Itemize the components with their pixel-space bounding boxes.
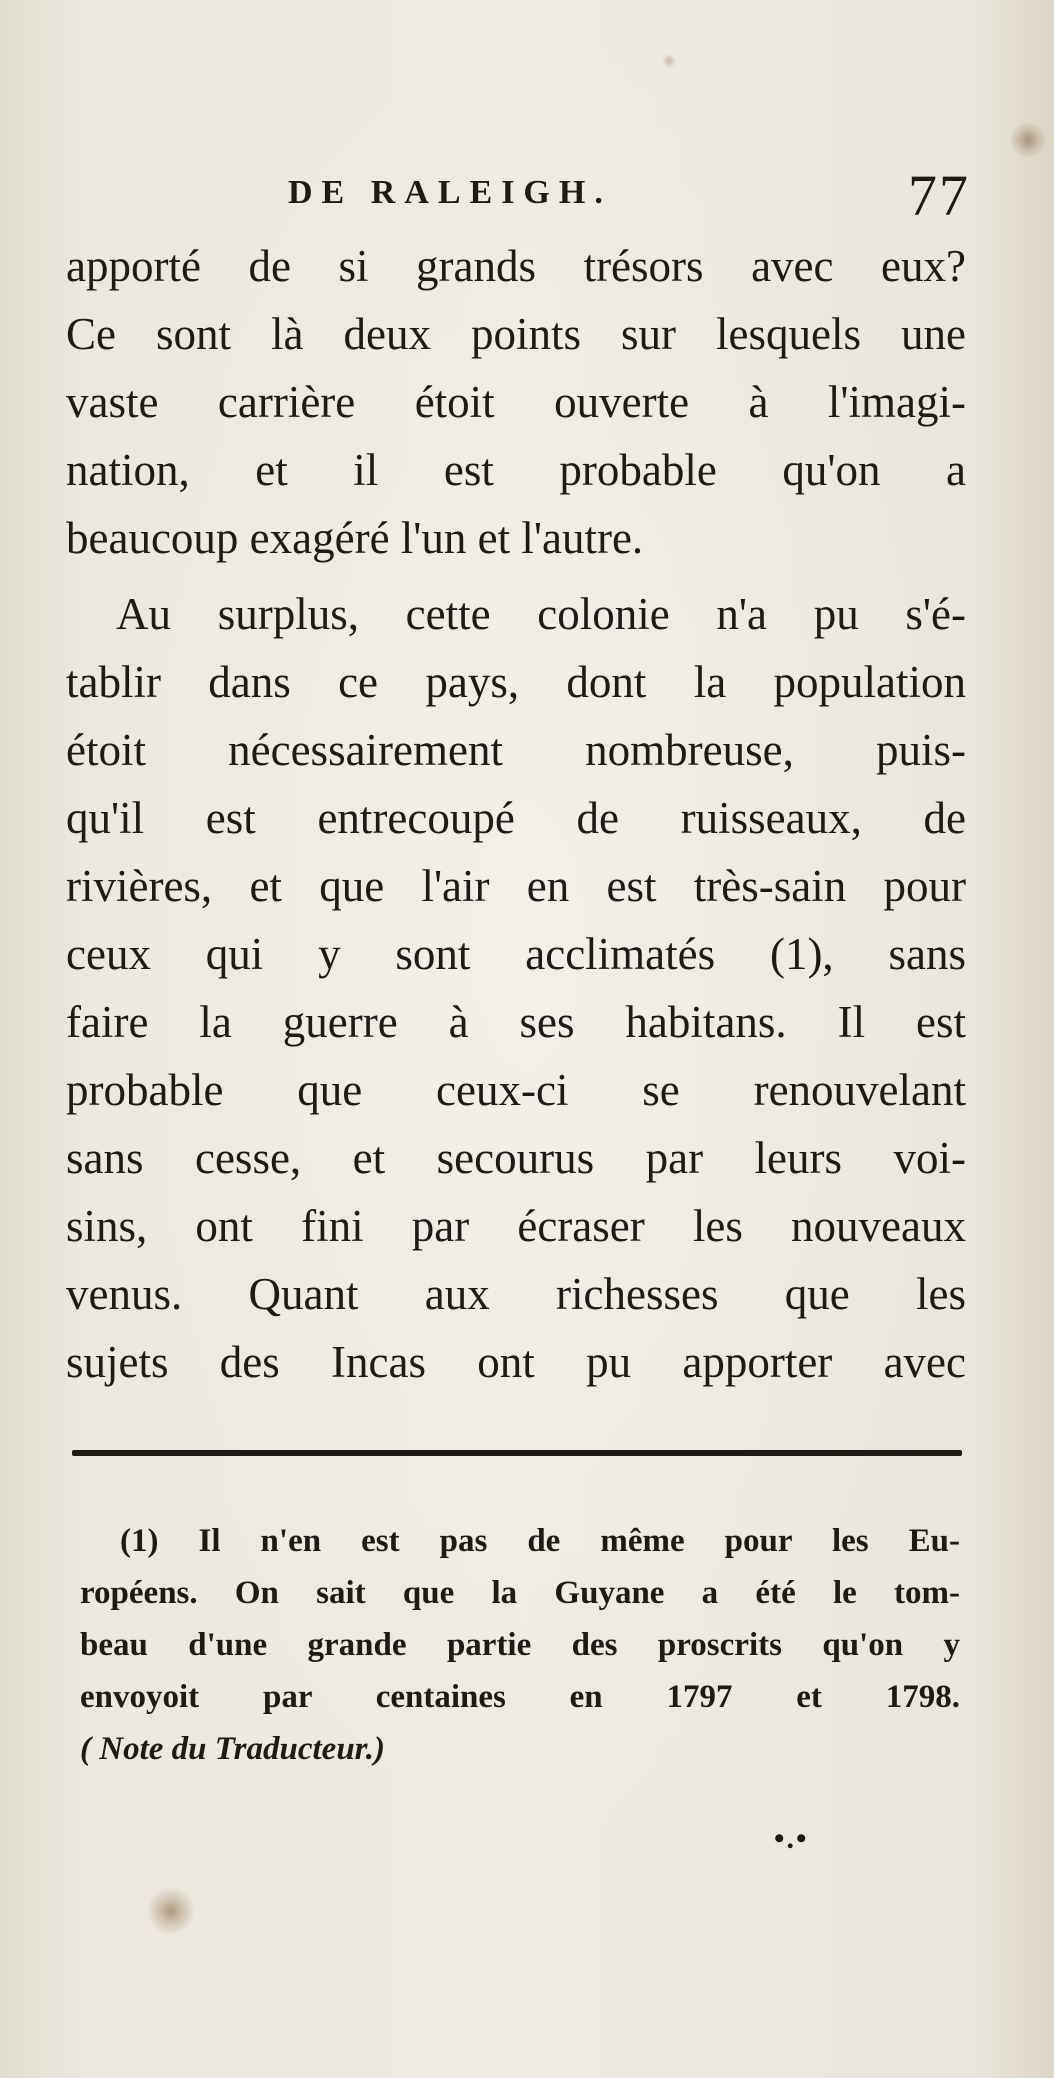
footnote-line: (1) Il n'en est pas de même pour les Eu-: [120, 1523, 960, 1559]
body-line: nation, et il est probable qu'on a: [66, 445, 966, 495]
body-line: Ce sont là deux points sur lesquels une: [66, 309, 966, 359]
footnote-line: beau d'une grande partie des proscrits qu'on y: [80, 1627, 960, 1663]
body-line: beaucoup exagéré l'un et l'autre.: [66, 513, 644, 563]
body-line: sans cesse, et secourus par leurs voi-: [66, 1133, 966, 1183]
body-text: [66, 232, 966, 1396]
page-number: 77: [908, 163, 970, 228]
body-line: étoit nécessairement nombreuse, puis-: [66, 725, 966, 775]
footnote-line: ( Note du Traducteur.): [80, 1731, 385, 1767]
running-head: DE RALEIGH.: [288, 174, 612, 211]
body-line: Au surplus, cette colonie n'a pu s'é-: [116, 589, 966, 639]
body-line: sujets des Incas ont pu apporter avec: [66, 1337, 966, 1387]
body-line: rivières, et que l'air en est très-sain pour: [66, 861, 966, 911]
page-header: [60, 163, 970, 228]
footnote-line: envoyoit par centaines en 1797 et 1798.: [80, 1679, 960, 1715]
body-line: faire la guerre à ses habitans. Il est: [66, 997, 966, 1047]
footnote: [80, 1515, 960, 1775]
body-line: sins, ont fini par écraser les nouveaux: [66, 1201, 966, 1251]
body-line: ceux qui y sont acclimatés (1), sans: [66, 929, 966, 979]
footnote-separator-rule: [72, 1450, 962, 1456]
body-line: tablir dans ce pays, dont la population: [66, 657, 966, 707]
body-line: apporté de si grands trésors avec eux?: [66, 241, 966, 291]
ink-stain-top-right: [1010, 122, 1046, 158]
paragraph-gap: [66, 572, 966, 580]
footnote-line: ropéens. On sait que la Guyane a été le tom-: [80, 1575, 960, 1611]
ink-stain-bottom-left: [148, 1888, 194, 1934]
ink-stain-top-center: [662, 54, 676, 68]
printer-signature-mark: •.•: [774, 1822, 809, 1855]
body-line: probable que ceux-ci se renouvelant: [66, 1065, 966, 1115]
body-line: venus. Quant aux richesses que les: [66, 1269, 966, 1319]
body-line: vaste carrière étoit ouverte à l'imagi-: [66, 377, 966, 427]
body-line: qu'il est entrecoupé de ruisseaux, de: [66, 793, 966, 843]
